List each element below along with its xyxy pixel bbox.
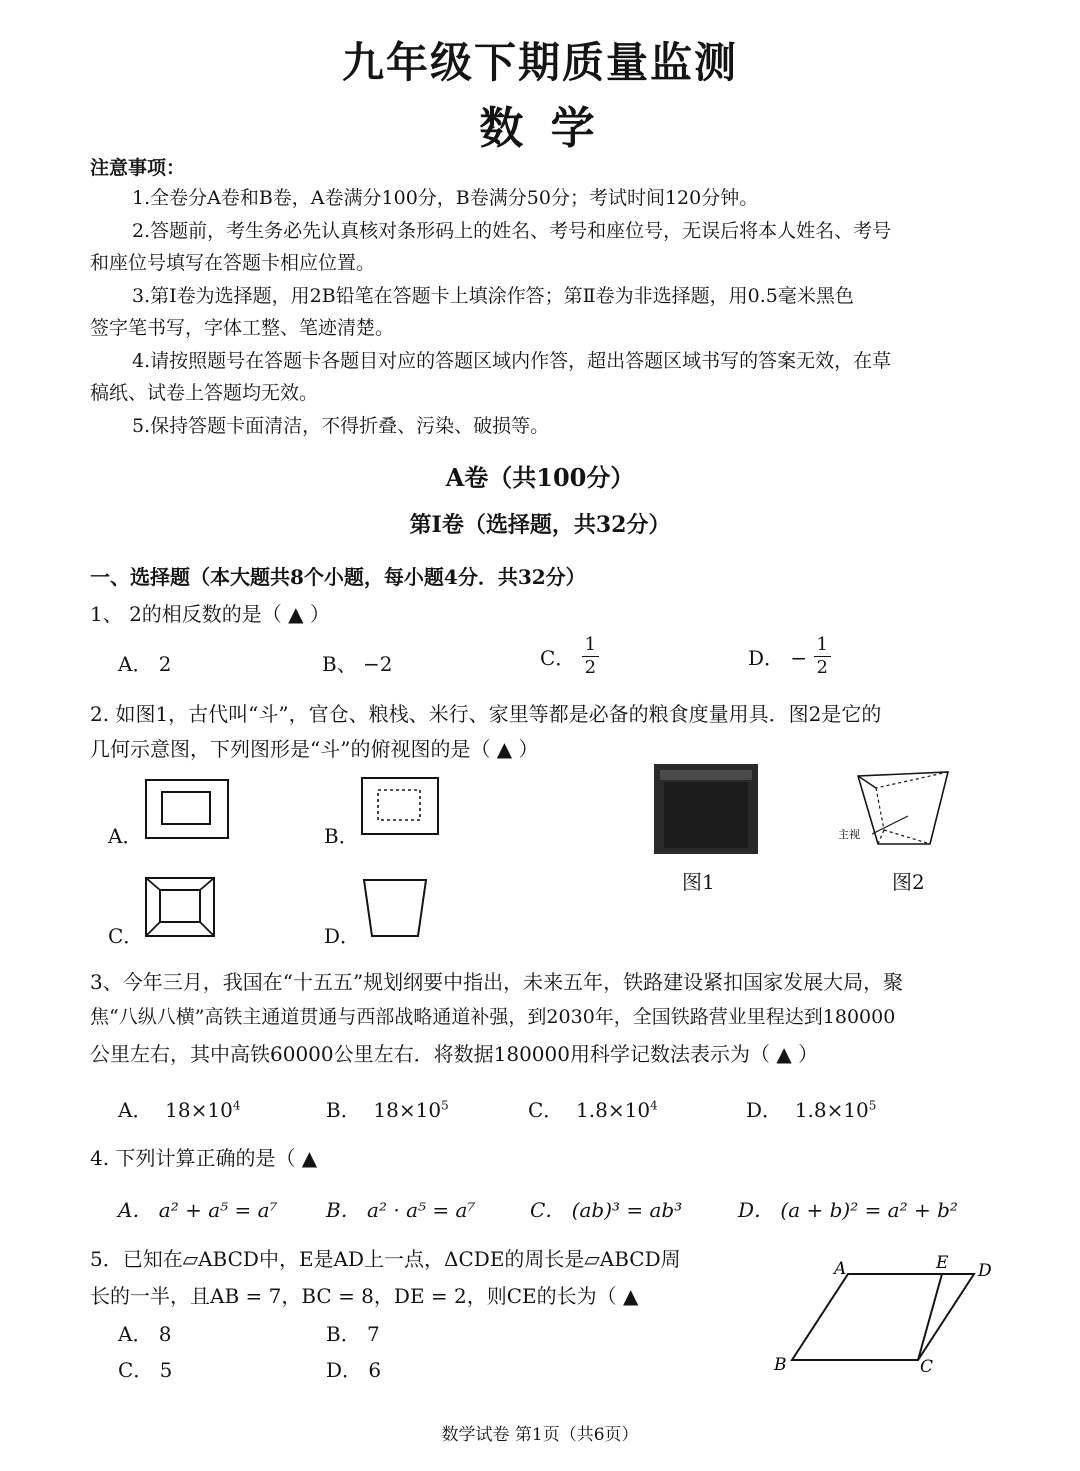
fraction-denominator: 2 xyxy=(816,657,828,678)
q4-stem: 4. 下列计算正确的是（ ▲ xyxy=(90,1146,318,1170)
q1-option-c xyxy=(540,634,599,679)
option-label: B． xyxy=(326,1098,361,1122)
point-c-label: C xyxy=(920,1357,934,1377)
figure1-caption: 图1 xyxy=(682,870,715,894)
note-line: 2.答题前，考生务必先认真核对条形码上的姓名、考号和座位号，无误后将本人姓名、考号 xyxy=(132,220,892,242)
q3-option-c xyxy=(528,1094,658,1123)
option-label: D． xyxy=(746,1098,783,1122)
q2-option-b-figure xyxy=(360,776,442,838)
parallelogram-figure xyxy=(770,1248,1000,1378)
q5-option-a: A． 8 xyxy=(118,1322,172,1346)
q3-option-a xyxy=(118,1094,240,1123)
q1-option-b: B、 −2 xyxy=(322,652,393,676)
option-base: 18×10 xyxy=(165,1098,233,1122)
q2-option-d-figure xyxy=(360,876,430,940)
q5-option-b: B． 7 xyxy=(326,1322,380,1346)
q1-stem: 1、 2的相反数的是（ ▲ ） xyxy=(90,602,330,626)
q2-option-b-label: B． xyxy=(324,824,359,848)
option-label: A． xyxy=(118,1098,153,1122)
note-line: 4.请按照题号在答题卡各题目对应的答题区域内作答，超出答题区域书写的答案无效，在草 xyxy=(132,350,892,372)
figure2-caption: 图2 xyxy=(892,870,925,894)
note-line: 5.保持答题卡面清洁，不得折叠、污染、破损等。 xyxy=(132,415,550,437)
q2-option-a-label: A． xyxy=(108,824,143,848)
note-line: 3.第Ⅰ卷为选择题，用2B铅笔在答题卡上填涂作答；第Ⅱ卷为非选择题，用0.5毫米黑色 xyxy=(132,285,854,307)
q4-option-a: A． a² + a⁵ = a⁷ xyxy=(118,1198,278,1222)
note-line: 签字笔书写，字体工整、笔迹清楚。 xyxy=(90,317,395,339)
q3-line2: 焦“八纵八横”高铁主通道贯通与西部战略通道补强，到2030年，全国铁路营业里程达到180000 xyxy=(90,1006,896,1028)
option-exponent: 5 xyxy=(441,1098,449,1113)
q4-option-b: B． a² · a⁵ = a⁷ xyxy=(326,1198,476,1222)
q5-option-d: D． 6 xyxy=(326,1358,382,1382)
option-base: 1.8×10 xyxy=(576,1098,651,1122)
q2-option-a-figure xyxy=(144,778,232,842)
note-line: 和座位号填写在答题卡相应位置。 xyxy=(90,252,376,274)
q1-option-a: A． 2 xyxy=(118,652,172,676)
option-base: 18×10 xyxy=(373,1098,442,1122)
option-label: C． xyxy=(528,1098,564,1122)
point-b-label: B xyxy=(774,1355,787,1375)
page-footer: 数学试卷 第1页（共6页） xyxy=(441,1425,639,1445)
q5-option-c: C． 5 xyxy=(118,1358,173,1382)
fraction-denominator: 2 xyxy=(584,657,597,678)
option-base: 1.8×10 xyxy=(794,1098,869,1122)
point-e-label: E xyxy=(936,1253,949,1273)
q4-option-d: D． (a + b)² = a² + b² xyxy=(738,1198,958,1222)
q3-option-b xyxy=(326,1094,449,1123)
q4-option-c: C． (ab)³ = ab³ xyxy=(530,1198,683,1222)
point-a-label: A xyxy=(834,1259,847,1279)
note-line: 1.全卷分A卷和B卷，A卷满分100分，B卷满分50分；考试时间120分钟。 xyxy=(132,187,759,209)
choice-instructions: 一、选择题（本大题共8个小题，每小题4分．共32分） xyxy=(90,565,586,589)
q2-option-d-label: D． xyxy=(324,924,361,948)
part-one-heading: 第Ⅰ卷（选择题，共32分） xyxy=(409,512,671,538)
fraction-numerator: 1 xyxy=(814,634,831,657)
q2-line1: 2. 如图1，古代叫“斗”，官仓、粮栈、米行、家里等都是必备的粮食度量用具．图2是它的 xyxy=(90,702,882,726)
q1-option-c-label: C． xyxy=(540,646,576,670)
q3-line1: 3、今年三月，我国在“十五五”规划纲要中指出，未来五年，铁路建设紧扣国家发展大局，聚 xyxy=(90,970,904,994)
notes-heading: 注意事项： xyxy=(90,157,186,179)
subject-title: 数 学 xyxy=(479,103,601,154)
q5-line2: 长的一半，且AB = 7，BC = 8，DE = 2，则CE的长为（ ▲ xyxy=(90,1284,639,1308)
exam-title: 九年级下期质量监测 xyxy=(341,38,738,87)
section-a-heading: A卷（共100分） xyxy=(445,463,635,492)
q3-option-d xyxy=(746,1094,876,1123)
q2-option-c-label: C． xyxy=(108,924,144,948)
front-view-note: 主视 xyxy=(838,828,860,841)
dou-geometry-figure xyxy=(836,766,956,854)
q1-option-d-label: D． − xyxy=(748,646,808,670)
q1-option-c-fraction xyxy=(582,634,599,679)
note-line: 稿纸、试卷上答题均无效。 xyxy=(90,382,319,404)
q3-line3: 公里左右，其中高铁60000公里左右．将数据180000用科学记数法表示为（ ▲ ） xyxy=(90,1042,819,1066)
option-exponent: 5 xyxy=(868,1098,877,1113)
q2-line2: 几何示意图，下列图形是“斗”的俯视图的是（ ▲ ） xyxy=(90,737,539,761)
q1-option-d xyxy=(748,634,831,679)
dou-photo xyxy=(654,764,758,854)
option-exponent: 4 xyxy=(232,1098,241,1113)
fraction-numerator: 1 xyxy=(582,634,599,657)
q1-option-d-fraction xyxy=(814,634,831,679)
point-d-label: D xyxy=(978,1261,992,1281)
q2-option-c-figure xyxy=(144,876,218,940)
option-exponent: 4 xyxy=(650,1098,658,1113)
q5-line1: 5．已知在▱ABCD中，E是AD上一点，ΔCDE的周长是▱ABCD周 xyxy=(90,1247,681,1271)
